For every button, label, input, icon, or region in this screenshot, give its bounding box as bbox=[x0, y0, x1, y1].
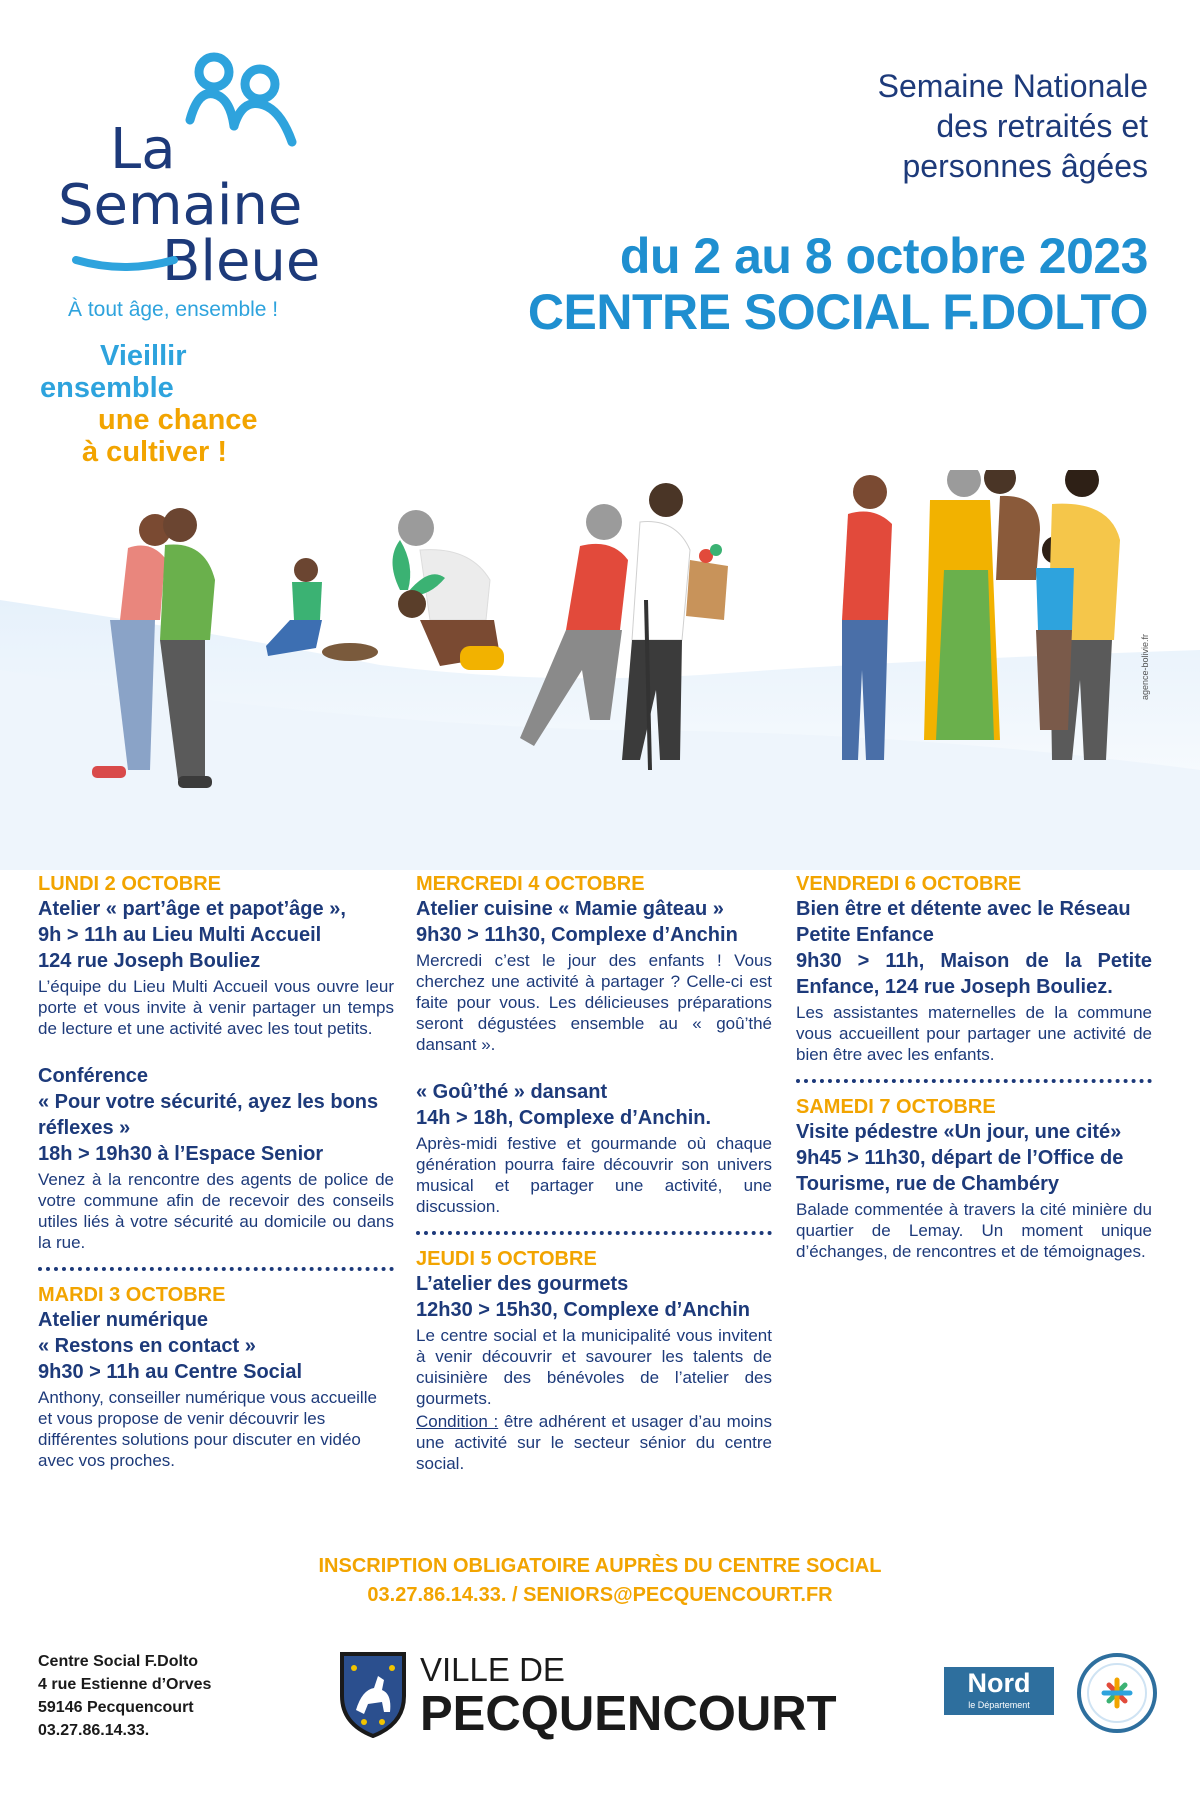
day-heading-tuesday: MARDI 3 OCTOBRE bbox=[38, 1284, 226, 1306]
address-phone: 03.27.86.14.33. bbox=[38, 1722, 150, 1739]
address-line-2: 4 rue Estienne d’Orves bbox=[38, 1676, 212, 1693]
illustration-people bbox=[0, 470, 1200, 870]
saturday-title-line-2: 9h45 > 11h30, départ de l’Office de Tourisme, rue de Chambéry bbox=[796, 1147, 1124, 1195]
wednesday-event1-title-line-2: 9h30 > 11h30, Complexe d’Anchin bbox=[416, 924, 738, 946]
town-name: PECQUENCOURT bbox=[420, 1687, 837, 1741]
semaine-bleue-logo bbox=[52, 52, 352, 332]
thursday-description: Le centre social et la municipalité vous invitent à venir découvrir et savourer les talents de cuisinière des bénévoles de l’atelier des gourmets. bbox=[416, 1326, 772, 1408]
monday-event2-description: Venez à la rencontre des agents de police de votre commune afin de recevoir des conseils utiles liés à votre sécurité au domicile ou dans la rue. bbox=[38, 1170, 394, 1252]
logo-text-bleue: Bleue bbox=[162, 229, 321, 294]
day-heading-thursday: JEUDI 5 OCTOBRE bbox=[416, 1248, 597, 1270]
logo-text-la: La bbox=[110, 117, 176, 182]
day-heading-monday: LUNDI 2 OCTOBRE bbox=[38, 873, 221, 895]
national-week-title-line-1: Semaine Nationale bbox=[877, 68, 1148, 104]
program-column-2 bbox=[416, 872, 772, 1474]
friday-description: Les assistantes maternelles de la commune vous accueillent pour partager une activité de bien être avec les enfants. bbox=[796, 1003, 1152, 1064]
nord-name: Nord bbox=[967, 1668, 1031, 1698]
logo-text-semaine: Semaine bbox=[58, 173, 303, 238]
day-heading-saturday: SAMEDI 7 OCTOBRE bbox=[796, 1096, 996, 1118]
monday-event1-title-line-2: 9h > 11h au Lieu Multi Accueil bbox=[38, 924, 322, 946]
condition-text: être adhérent et usager d’au moins une activité sur le secteur sénior du centre social. bbox=[416, 1412, 773, 1473]
slogan bbox=[40, 340, 340, 468]
centre-address bbox=[38, 1650, 211, 1742]
national-week-title-line-2: des retraités et bbox=[936, 108, 1148, 144]
event-dates: du 2 au 8 octobre 2023 bbox=[619, 228, 1148, 284]
nord-department-logo bbox=[944, 1667, 1054, 1715]
dotted-divider bbox=[796, 1079, 1152, 1083]
tuesday-description: Anthony, conseiller numérique vous accueille et vous propose de venir découvrir les différentes solutions pour discuter en vidéo avec vos proches. bbox=[38, 1388, 377, 1470]
program-column-3 bbox=[796, 872, 1152, 1262]
dotted-divider bbox=[38, 1267, 394, 1271]
saturday-description: Balade commentée à travers la cité minière du quartier de Lemay. Un moment unique d’échanges, de rencontres et de témoignages. bbox=[796, 1200, 1152, 1261]
thursday-title-line-2: 12h30 > 15h30, Complexe d’Anchin bbox=[416, 1299, 751, 1321]
wednesday-event2-title-line-1: « Goû’thé » dansant bbox=[416, 1081, 608, 1103]
people-icon bbox=[182, 52, 312, 148]
saturday-title-line-1: Visite pédestre «Un jour, une cité» bbox=[796, 1121, 1122, 1143]
address-line-3: 59146 Pecquencourt bbox=[38, 1699, 194, 1716]
wednesday-event1-description: Mercredi c’est le jour des enfants ! Vous cherchez une activité à partager ? Celle-ci est faite pour vous. Les délicieuses préparations seront dégustées ensemble au « goû’thé dansant ». bbox=[416, 951, 772, 1054]
event-header bbox=[508, 66, 1148, 340]
conference-financeurs-logo bbox=[1076, 1652, 1158, 1734]
national-week-title-line-3: personnes âgées bbox=[902, 148, 1148, 184]
dotted-divider bbox=[416, 1231, 772, 1235]
slogan-line-1: Vieillir bbox=[100, 340, 187, 372]
monday-event2-title-line-2: « Pour votre sécurité, ayez les bons réflexes » bbox=[38, 1091, 379, 1139]
thursday-condition bbox=[416, 1411, 772, 1474]
wednesday-event2-description: Après-midi festive et gourmande où chaque génération pourra faire découvrir son univers musical et partager une activité, une discussion. bbox=[416, 1134, 772, 1216]
day-heading-friday: VENDREDI 6 OCTOBRE bbox=[796, 873, 1022, 895]
event-venue: CENTRE SOCIAL F.DOLTO bbox=[527, 284, 1148, 340]
slogan-line-2: ensemble bbox=[40, 372, 174, 404]
woman-planting-illustration bbox=[393, 510, 505, 670]
monday-event1-title-line-3: 124 rue Joseph Bouliez bbox=[38, 950, 261, 972]
registration-notice bbox=[0, 1552, 1200, 1610]
tuesday-title-line-2: « Restons en contact » bbox=[38, 1335, 256, 1357]
condition-label: Condition : bbox=[416, 1412, 499, 1431]
town-crest-icon bbox=[338, 1650, 408, 1738]
town-prefix: VILLE DE bbox=[420, 1651, 565, 1688]
logo-tagline: À tout âge, ensemble ! bbox=[68, 298, 279, 321]
child-gardening-illustration bbox=[266, 558, 378, 661]
address-line-1: Centre Social F.Dolto bbox=[38, 1653, 199, 1670]
smile-icon bbox=[70, 256, 180, 272]
slogan-line-3: une chance bbox=[98, 404, 258, 436]
friday-title-line-2: 9h30 > 11h, Maison de la Petite Enfance, 124 rue Joseph Bouliez. bbox=[796, 950, 1152, 998]
program-column-1 bbox=[38, 872, 394, 1471]
nord-department-label: le Département bbox=[968, 1700, 1030, 1710]
town-name-block bbox=[420, 1652, 837, 1740]
friday-title-line-1: Bien être et détente avec le Réseau Petite Enfance bbox=[796, 898, 1131, 946]
registration-line-1: INSCRIPTION OBLIGATOIRE AUPRÈS DU CENTRE SOCIAL bbox=[318, 1555, 882, 1577]
registration-contact[interactable]: 03.27.86.14.33. / SENIORS@PECQUENCOURT.FR bbox=[367, 1584, 833, 1606]
illustration-credit: agence-bolivie.fr bbox=[1140, 633, 1150, 700]
monday-event2-title-line-3: 18h > 19h30 à l’Espace Senior bbox=[38, 1143, 324, 1165]
tuesday-title-line-1: Atelier numérique bbox=[38, 1309, 209, 1331]
day-heading-wednesday: MERCREDI 4 OCTOBRE bbox=[416, 873, 645, 895]
monday-event1-description: L’équipe du Lieu Multi Accueil vous ouvre leur porte et vous invite à venir partager un temps de lecture et une activité avec les tout petits. bbox=[38, 977, 394, 1038]
thursday-title-line-1: L’atelier des gourmets bbox=[416, 1273, 629, 1295]
slogan-line-4: à cultiver ! bbox=[82, 436, 228, 468]
wednesday-event1-title-line-1: Atelier cuisine « Mamie gâteau » bbox=[416, 898, 724, 920]
wednesday-event2-title-line-2: 14h > 18h, Complexe d’Anchin. bbox=[416, 1107, 712, 1129]
monday-event2-title-line-1: Conférence bbox=[38, 1065, 149, 1087]
tuesday-title-line-3: 9h30 > 11h au Centre Social bbox=[38, 1361, 303, 1383]
monday-event1-title-line-1: Atelier « part’âge et papot’âge », bbox=[38, 898, 346, 920]
